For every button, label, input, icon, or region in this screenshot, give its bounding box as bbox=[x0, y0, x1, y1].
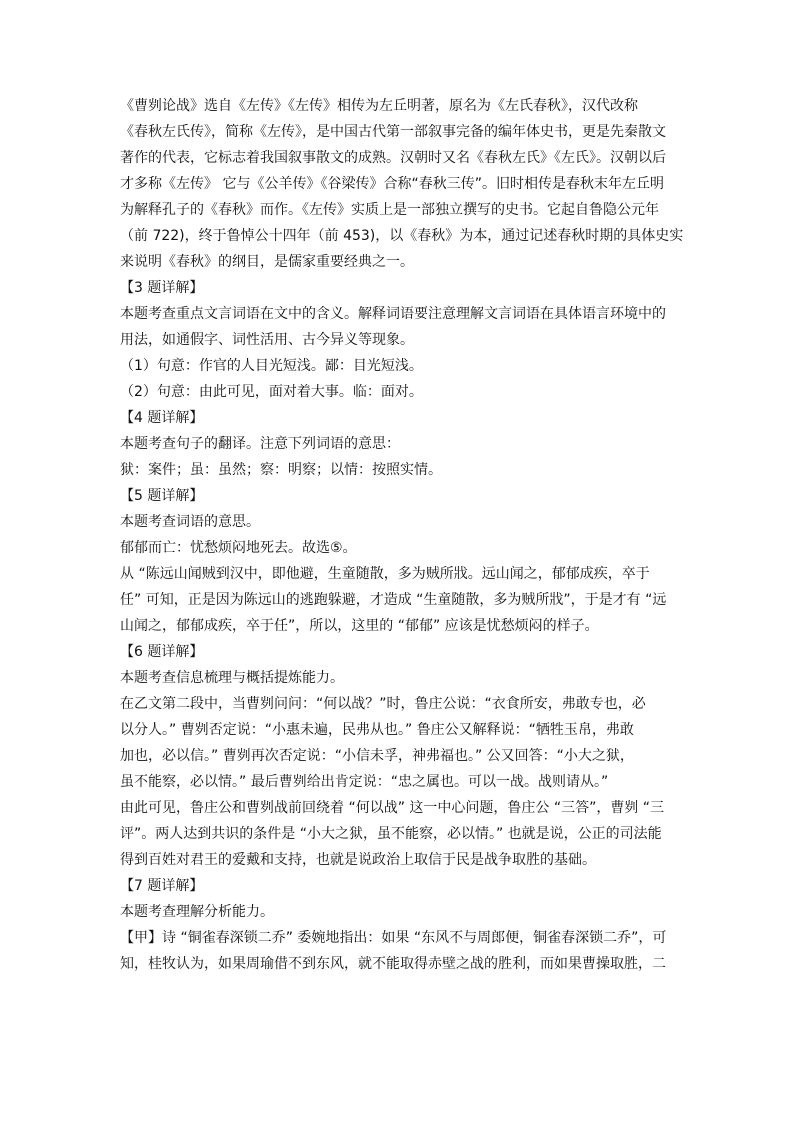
section-heading: 【3 题详解】 bbox=[120, 280, 204, 296]
text-line: 虽不能察，必以情。” 最后曹刿给出肯定说：“忠之属也。可以一战。战则请从。” bbox=[120, 774, 609, 790]
text-line: 本题考查词语的意思。 bbox=[120, 514, 260, 530]
text-line: 得到百姓对君王的爱戴和支持，也就是说政治上取信于民是战争取胜的基础。 bbox=[120, 852, 596, 868]
text-line: 《春秋左氏传》，简称《左传》，是中国古代第一部叙事完备的编年体史书，更是先秦散文 bbox=[120, 124, 666, 140]
text-line: 狱：案件；虽：虽然；察：明察；以情：按照实情。 bbox=[120, 462, 442, 478]
text-line: 才多称《左传》 它与《公羊传》《谷梁传》合称“春秋三传”。旧时相传是春秋末年左丘明 bbox=[120, 176, 664, 192]
section-q6 bbox=[120, 639, 680, 873]
section-heading: 【4 题详解】 bbox=[120, 410, 204, 426]
section-q5 bbox=[120, 483, 680, 639]
intro-paragraph bbox=[120, 93, 684, 275]
text-line: 本题考查重点文言词语在文中的含义。解释词语要注意理解文言词语在具体语言环境中的 bbox=[120, 306, 666, 322]
text-line: 本题考查信息梳理与概括提炼能力。 bbox=[120, 670, 344, 686]
document-page bbox=[120, 93, 684, 977]
text-line: 由此可见，鲁庄公和曹刿战前回绕着 “何以战” 这一中心问题，鲁庄公 “三答”，曹刿 “三 bbox=[120, 800, 665, 816]
section-heading: 【6 题详解】 bbox=[120, 644, 204, 660]
text-line: （前 722)，终于鲁悼公十四年（前 453)，以《春秋》为本，通过记述春秋时期的具体史实 bbox=[120, 228, 684, 244]
section-q3 bbox=[120, 275, 680, 405]
text-line: 加也，必以信。” 曹刿再次否定说：“小信未孚，神弗福也。” 公又回答：“小大之狱， bbox=[120, 748, 634, 764]
text-line: 为解释孔子的《春秋》而作。《左传》实质上是一部独立撰写的史书。它起自鲁隐公元年 bbox=[120, 202, 659, 218]
text-line: 著作的代表，它标志着我国叙事散文的成熟。汉朝时又名《春秋左氏》《左氏》。汉朝以后 bbox=[120, 150, 666, 166]
text-line: （2）句意：由此可见，面对着大事。临：面对。 bbox=[120, 384, 423, 400]
section-heading: 【5 题详解】 bbox=[120, 488, 204, 504]
text-line: 《曹刿论战》选自《左传》《左传》相传为左丘明著，原名为《左氏春秋》，汉代改称 bbox=[120, 98, 638, 114]
text-line: 来说明《春秋》的纲目，是儒家重要经典之一。 bbox=[120, 254, 414, 270]
text-line: 知，桂牧认为，如果周瑜借不到东风，就不能取得赤壁之战的胜利，而如果曹操取胜，二 bbox=[120, 956, 666, 972]
text-line: 评”。两人达到共识的条件是 “小大之狱，虽不能察，必以情。” 也就是说，公正的司法能 bbox=[120, 826, 662, 842]
section-q4 bbox=[120, 405, 680, 483]
section-q7 bbox=[120, 873, 680, 977]
text-line: （1）句意：作官的人目光短浅。鄙：目光短浅。 bbox=[120, 358, 423, 374]
text-line: 山闻之，郁郁成疾，卒于任”，所以，这里的 “郁郁” 应该是忧愁烦闷的样子。 bbox=[120, 618, 599, 634]
text-line: 用法，如通假字、词性活用、古今异义等现象。 bbox=[120, 332, 414, 348]
text-line: 本题考查句子的翻译。注意下列词语的意思： bbox=[120, 436, 400, 452]
text-line: 【甲】诗 “铜雀春深锁二乔” 委婉地指出：如果 “东风不与周郎便，铜雀春深锁二乔”，可 bbox=[120, 930, 667, 946]
text-line: 本题考查理解分析能力。 bbox=[120, 904, 274, 920]
text-line: 任” 可知，正是因为陈远山的逃跑躲避，才造成 “生童随散，多为贼所戕”，于是才有 “远 bbox=[120, 592, 667, 608]
text-line: 从 “陈远山闻贼到汉中，即他避，生童随散，多为贼所戕。远山闻之，郁郁成疾，卒于 bbox=[120, 566, 650, 582]
text-line: 郁郁而亡：忧愁烦闷地死去。故选⑤。 bbox=[120, 540, 357, 556]
text-line: 在乙文第二段中，当曹刿问问：“何以战？”时，鲁庄公说：“衣食所安，弗敢专也，必 bbox=[120, 696, 646, 712]
text-line: 以分人。” 曹刿否定说：“小惠未遍，民弗从也。” 鲁庄公又解释说：“牺牲玉帛，弗敢 bbox=[120, 722, 634, 738]
section-heading: 【7 题详解】 bbox=[120, 878, 204, 894]
